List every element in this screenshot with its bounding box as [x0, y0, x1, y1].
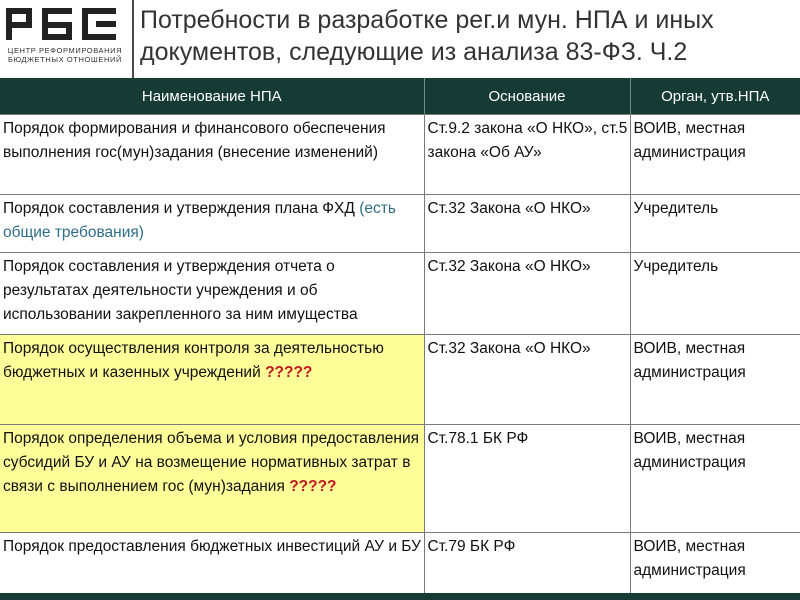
logo [2, 4, 128, 74]
table-row [0, 425, 800, 533]
npa-name: Порядок составления и утверждения плана ФХД [3, 200, 355, 217]
table-row [0, 253, 800, 335]
npa-name-cell [0, 195, 424, 253]
header-divider [132, 0, 134, 78]
npa-name: Порядок предоставления бюджетных инвестиций АУ и БУ [3, 538, 421, 555]
basis-cell: Ст.32 Закона «О НКО» [424, 335, 630, 425]
organ-cell: Учредитель [630, 195, 800, 253]
npa-note: ????? [289, 478, 337, 495]
npa-name: Порядок определения объема и условия предоставления субсидий БУ и АУ на возмещение нормативных затрат в связи с выполнением гос (мун)задания [3, 430, 420, 495]
npa-table [0, 78, 800, 593]
logo-subtitle-line1: ЦЕНТР РЕФОРМИРОВАНИЯ [7, 46, 123, 55]
basis-cell: Ст.32 Закона «О НКО» [424, 253, 630, 335]
column-header-organ: Орган, утв.НПА [630, 78, 800, 115]
slide-title-line2: документов, следующие из анализа 83-ФЗ. Ч.2 [140, 38, 688, 66]
organ-cell: ВОИВ, местная администрация [630, 425, 800, 533]
table-row [0, 335, 800, 425]
column-header-name: Наименование НПА [0, 78, 424, 115]
basis-cell: Ст.79 БК РФ [424, 533, 630, 593]
basis-cell: Ст.32 Закона «О НКО» [424, 195, 630, 253]
npa-name: Порядок составления и утверждения отчета о результатах деятельности учреждения и об использовании закрепленного за ним имущества [3, 258, 358, 323]
npa-note: (есть общие требования) [3, 200, 396, 241]
bottom-bar [0, 593, 800, 600]
logo-subtitle [2, 46, 128, 64]
slide-header [0, 0, 800, 78]
table-header-row [0, 78, 800, 115]
npa-name: Порядок осуществления контроля за деятельностью бюджетных и казенных учреждений [3, 340, 384, 381]
table-row [0, 115, 800, 195]
table-row [0, 195, 800, 253]
logo-mark-icon [2, 4, 128, 44]
organ-cell: Учредитель [630, 253, 800, 335]
table-row [0, 533, 800, 593]
logo-subtitle-line2: БЮДЖЕТНЫХ ОТНОШЕНИЙ [7, 55, 123, 64]
npa-name-cell [0, 253, 424, 335]
slide-title [140, 4, 795, 68]
organ-cell: ВОИВ, местная администрация [630, 533, 800, 593]
npa-name-cell [0, 115, 424, 195]
basis-cell: Ст.78.1 БК РФ [424, 425, 630, 533]
basis-cell: Ст.9.2 закона «О НКО», ст.5 закона «Об АУ» [424, 115, 630, 195]
organ-cell: ВОИВ, местная администрация [630, 335, 800, 425]
npa-name-cell [0, 425, 424, 533]
slide-title-line1: Потребности в разработке рег.и мун. НПА и иных [140, 6, 714, 34]
npa-note: ????? [265, 364, 313, 381]
organ-cell: ВОИВ, местная администрация [630, 115, 800, 195]
column-header-basis: Основание [424, 78, 630, 115]
npa-name: Порядок формирования и финансового обеспечения выполнения гос(мун)задания (внесение изменений) [3, 120, 386, 161]
npa-name-cell [0, 335, 424, 425]
npa-name-cell [0, 533, 424, 593]
